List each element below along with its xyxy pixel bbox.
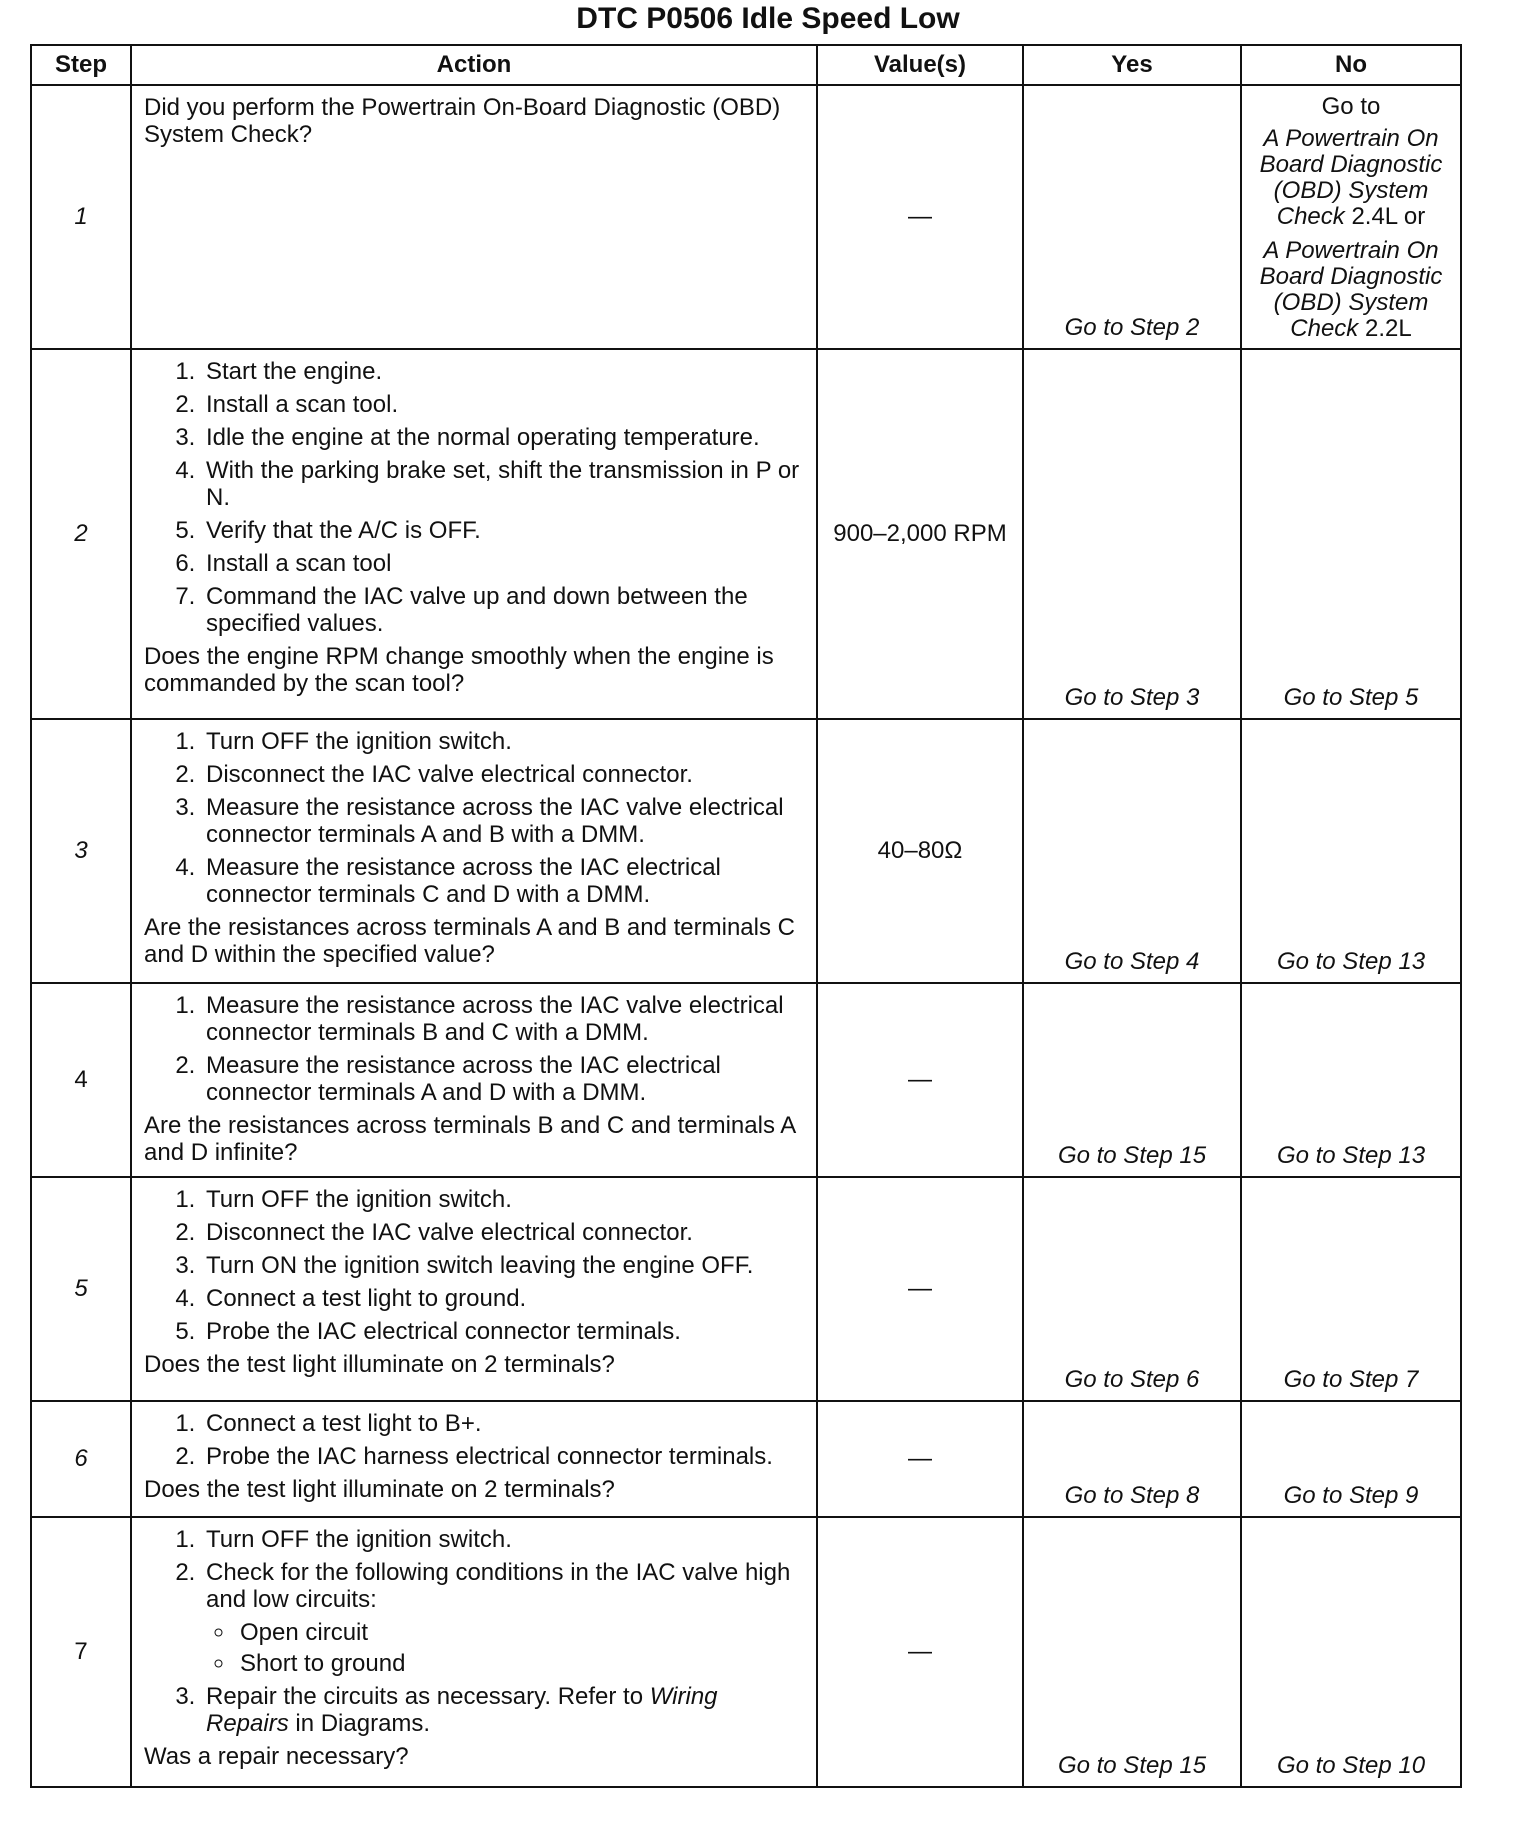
header-yes: Yes	[1023, 45, 1241, 85]
yes-cell	[1023, 983, 1241, 1177]
step-number: 5	[31, 1177, 131, 1401]
action-cell	[131, 983, 817, 1177]
value-cell: —	[817, 1401, 1023, 1517]
no-goto-label: Go to	[1321, 93, 1381, 120]
yes-cell	[1023, 1401, 1241, 1517]
step-number: 3	[31, 719, 131, 983]
action-item: 3. Idle the engine at the normal operating temperature.	[202, 424, 806, 451]
action-item: 5. Verify that the A/C is OFF.	[202, 517, 806, 544]
no-goto: Go to Step 13	[1276, 1142, 1426, 1169]
condition-item: ◦ Short to ground	[236, 1650, 806, 1677]
table-row	[31, 1517, 1461, 1787]
no-goto: Go to Step 13	[1276, 948, 1426, 975]
table-row	[31, 719, 1461, 983]
action-item: 1. Connect a test light to B+.	[202, 1410, 806, 1437]
action-item: 1. Turn OFF the ignition switch.	[202, 728, 806, 755]
action-steps	[144, 1410, 806, 1470]
header-step: Step	[31, 45, 131, 85]
no-cell	[1241, 1401, 1461, 1517]
no-ref-suffix: 2.2L	[1364, 315, 1412, 342]
action-item: 1. Turn OFF the ignition switch.	[202, 1526, 806, 1553]
action-cell	[131, 349, 817, 719]
action-item: 3. Measure the resistance across the IAC valve electrical connector terminals A and B with a DMM.	[202, 794, 806, 848]
yes-goto: Go to Step 15	[1057, 1142, 1207, 1169]
table-row	[31, 85, 1461, 349]
yes-cell	[1023, 85, 1241, 349]
header-values: Value(s)	[817, 45, 1023, 85]
no-ref-2-4l	[1246, 126, 1456, 230]
diagnostic-table	[30, 44, 1462, 1788]
action-item: 2. Disconnect the IAC valve electrical connector.	[202, 761, 806, 788]
value-cell: —	[817, 1517, 1023, 1787]
action-item	[202, 1683, 806, 1737]
condition-item: ◦ Open circuit	[236, 1619, 806, 1646]
yes-cell	[1023, 1517, 1241, 1787]
header-row	[31, 45, 1461, 85]
no-cell	[1241, 1177, 1461, 1401]
value-cell: 40–80Ω	[817, 719, 1023, 983]
question-text: Was a repair necessary?	[144, 1743, 409, 1770]
action-cell	[131, 719, 817, 983]
value-cell: 900–2,000 RPM	[817, 349, 1023, 719]
question-text: Are the resistances across terminals B and C and terminals A and D infinite?	[144, 1112, 795, 1166]
action-item: 4. Measure the resistance across the IAC electrical connector terminals C and D with a DMM.	[202, 854, 806, 908]
no-goto: Go to Step 10	[1276, 1752, 1426, 1779]
action-item: 4. With the parking brake set, shift the transmission in P or N.	[202, 457, 806, 511]
action-item: 2. Install a scan tool.	[202, 391, 806, 418]
action-item: 2. Measure the resistance across the IAC electrical connector terminals A and D with a DMM.	[202, 1052, 806, 1106]
yes-goto: Go to Step 4	[1064, 948, 1200, 975]
value-cell: —	[817, 85, 1023, 349]
action-steps	[144, 1526, 806, 1737]
value-cell: —	[817, 983, 1023, 1177]
wiring-repairs-reference[interactable]: Wiring Repairs	[206, 1683, 718, 1737]
action-item: 1. Start the engine.	[202, 358, 806, 385]
action-steps	[144, 992, 806, 1106]
condition-list	[206, 1619, 806, 1677]
no-reference-block	[1242, 86, 1460, 348]
table-row	[31, 1177, 1461, 1401]
action-item-text: Check for the following conditions in the IAC valve high and low circuits:	[206, 1559, 791, 1613]
yes-goto: Go to Step 3	[1064, 684, 1200, 711]
action-cell	[131, 1517, 817, 1787]
yes-cell	[1023, 719, 1241, 983]
yes-goto: Go to Step 2	[1064, 314, 1200, 341]
question-text: Does the engine RPM change smoothly when the engine is commanded by the scan tool?	[144, 643, 774, 697]
no-goto: Go to Step 5	[1283, 684, 1419, 711]
question-text: Did you perform the Powertrain On-Board Diagnostic (OBD) System Check?	[144, 94, 781, 148]
question-text: Are the resistances across terminals A and B and terminals C and D within the specified value?	[144, 914, 795, 968]
step-number: 2	[31, 349, 131, 719]
action-item: 1. Turn OFF the ignition switch.	[202, 1186, 806, 1213]
no-ref-2-2l	[1246, 238, 1456, 342]
step-number: 1	[31, 85, 131, 349]
yes-goto: Go to Step 15	[1057, 1752, 1207, 1779]
yes-goto: Go to Step 6	[1064, 1366, 1200, 1393]
no-cell	[1241, 349, 1461, 719]
action-cell	[131, 85, 817, 349]
table-row	[31, 1401, 1461, 1517]
no-goto: Go to Step 9	[1283, 1482, 1419, 1509]
action-steps	[144, 1186, 806, 1345]
value-cell: —	[817, 1177, 1023, 1401]
step-number: 6	[31, 1401, 131, 1517]
header-no: No	[1241, 45, 1461, 85]
yes-cell	[1023, 349, 1241, 719]
no-cell	[1241, 85, 1461, 349]
table-row	[31, 349, 1461, 719]
table-row	[31, 983, 1461, 1177]
yes-cell	[1023, 1177, 1241, 1401]
no-goto: Go to Step 7	[1283, 1366, 1419, 1393]
action-item-text: in Diagrams.	[295, 1710, 431, 1737]
yes-goto: Go to Step 8	[1064, 1482, 1200, 1509]
action-item: 1. Measure the resistance across the IAC valve electrical connector terminals B and C with a DMM.	[202, 992, 806, 1046]
action-item: 2. Probe the IAC harness electrical connector terminals.	[202, 1443, 806, 1470]
action-cell	[131, 1177, 817, 1401]
action-item: 3. Turn ON the ignition switch leaving the engine OFF.	[202, 1252, 806, 1279]
no-cell	[1241, 719, 1461, 983]
step-number: 4	[31, 983, 131, 1177]
no-cell	[1241, 983, 1461, 1177]
no-ref-title: A Powertrain On Board Diagnostic (OBD) System Check	[1259, 125, 1443, 230]
action-item: 2. Disconnect the IAC valve electrical connector.	[202, 1219, 806, 1246]
action-steps	[144, 728, 806, 908]
no-ref-suffix: 2.4L or	[1351, 203, 1426, 230]
action-item: 7. Command the IAC valve up and down between the specified values.	[202, 583, 806, 637]
no-cell	[1241, 1517, 1461, 1787]
action-item	[202, 1559, 806, 1677]
question-text: Does the test light illuminate on 2 terminals?	[144, 1476, 615, 1503]
action-cell	[131, 1401, 817, 1517]
no-ref-title: A Powertrain On Board Diagnostic (OBD) System Check	[1259, 237, 1443, 342]
page-title: DTC P0506 Idle Speed Low	[576, 2, 960, 35]
action-item-text: Repair the circuits as necessary. Refer to	[206, 1683, 644, 1710]
step-number: 7	[31, 1517, 131, 1787]
action-item: 6. Install a scan tool	[202, 550, 806, 577]
action-item: 4. Connect a test light to ground.	[202, 1285, 806, 1312]
header-action: Action	[131, 45, 817, 85]
action-item: 5. Probe the IAC electrical connector terminals.	[202, 1318, 806, 1345]
action-steps	[144, 358, 806, 637]
question-text: Does the test light illuminate on 2 terminals?	[144, 1351, 615, 1378]
